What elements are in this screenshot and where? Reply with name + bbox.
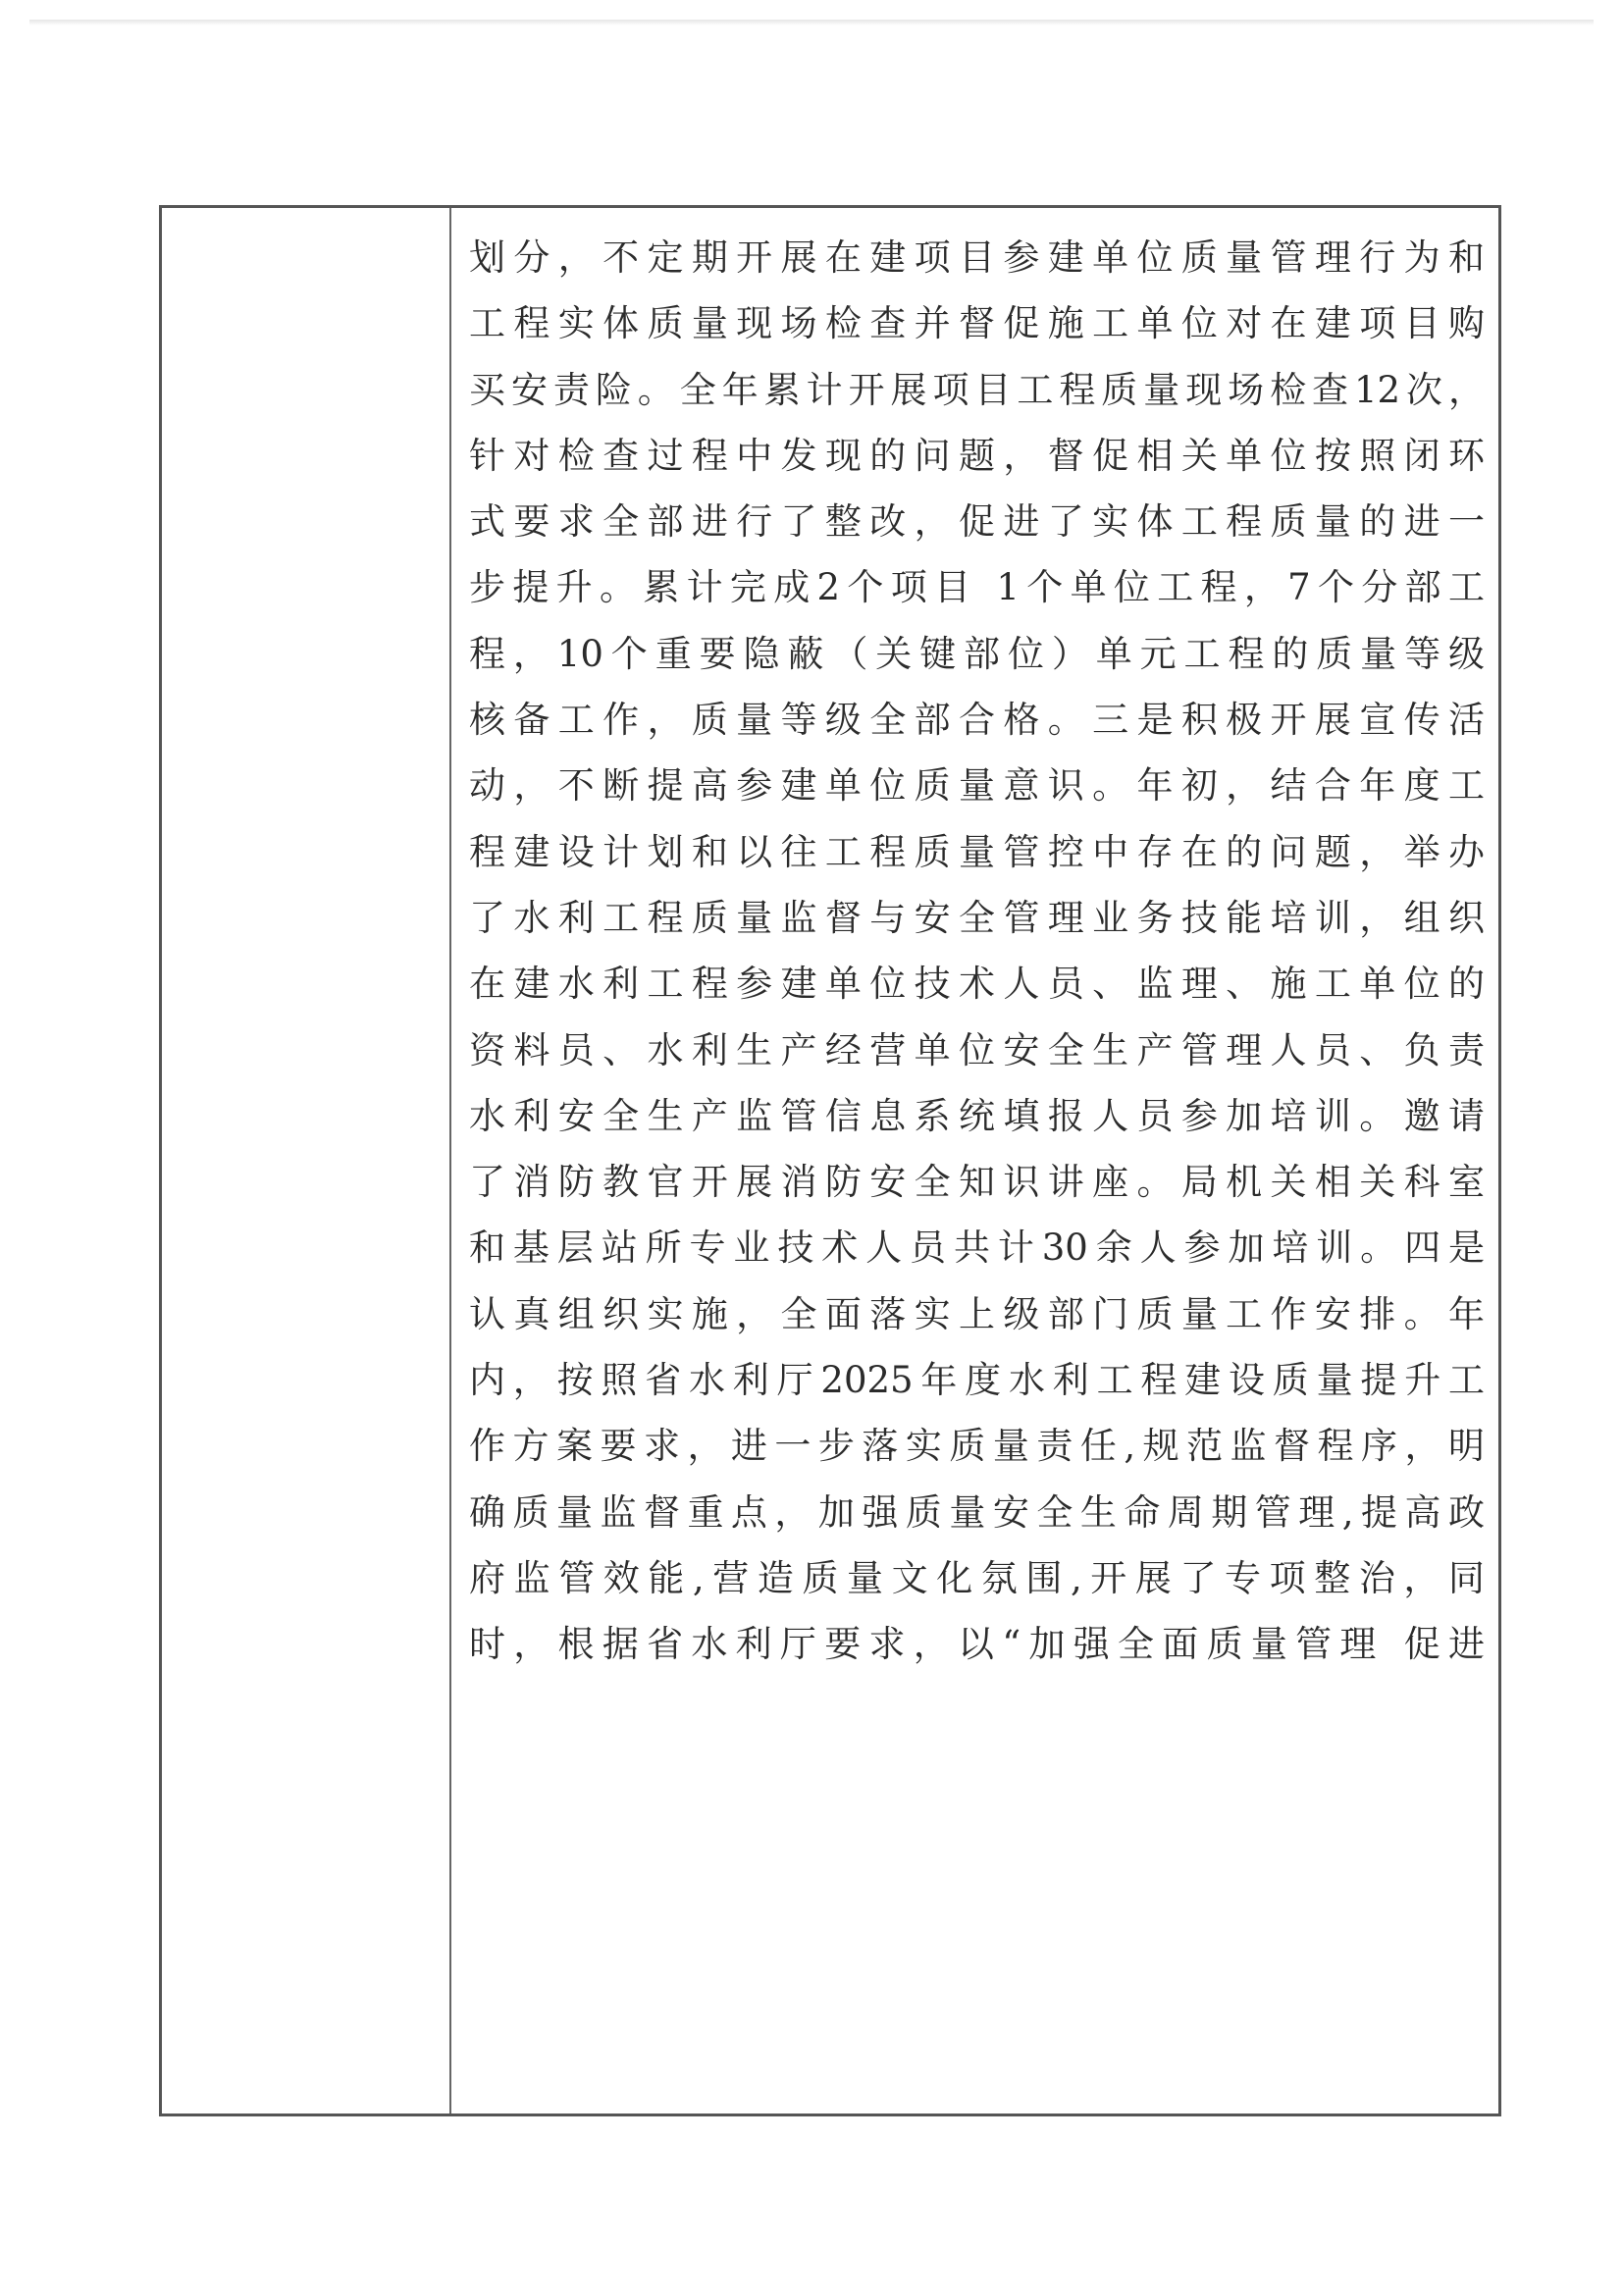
text-line: 划分，不定期开展在建项目参建单位质量管理行为和 — [469, 236, 1485, 279]
text-line: 了消防教官开展消防安全知识讲座。局机关相关科室 — [469, 1161, 1485, 1204]
text-line: 了水利工程质量监督与安全管理业务技能培训，组织 — [469, 896, 1485, 939]
left-label-cell — [162, 208, 451, 2113]
text-line: 程建设计划和以往工程质量管控中存在的问题，举办 — [469, 830, 1485, 873]
scan-top-edge — [29, 20, 1594, 26]
text-line: 步提升。累计完成2个项目 1个单位工程，7个分部工 — [469, 566, 1485, 609]
text-line: 动，不断提高参建单位质量意识。年初，结合年度工 — [469, 764, 1485, 808]
text-line: 认真组织实施，全面落实上级部门质量工作安排。年 — [469, 1292, 1485, 1335]
text-line: 作方案要求，进一步落实质量责任,规范监督程序，明 — [469, 1425, 1485, 1468]
document-table — [159, 205, 1501, 2116]
text-line: 针对检查过程中发现的问题，督促相关单位按照闭环 — [469, 434, 1485, 477]
text-line: 核备工作，质量等级全部合格。三是积极开展宣传活 — [469, 699, 1485, 742]
text-line: 水利安全生产监管信息系统填报人员参加培训。邀请 — [469, 1094, 1485, 1137]
text-line: 确质量监督重点，加强质量安全生命周期管理,提高政 — [469, 1490, 1485, 1534]
text-line: 时，根据省水利厅要求，以“加强全面质量管理 促进 — [469, 1623, 1485, 1666]
text-line: 工程实体质量现场检查并督促施工单位对在建项目购 — [469, 302, 1485, 345]
text-line: 资料员、水利生产经营单位安全生产管理人员、负责 — [469, 1028, 1485, 1071]
text-line: 程，10个重要隐蔽（关键部位）单元工程的质量等级 — [469, 632, 1485, 675]
text-line: 在建水利工程参建单位技术人员、监理、施工单位的 — [469, 963, 1485, 1006]
body-text-cell — [451, 208, 1498, 2113]
text-line: 府监管效能,营造质量文化氛围,开展了专项整治，同 — [469, 1556, 1485, 1599]
text-line: 和基层站所专业技术人员共计30余人参加培训。四是 — [469, 1226, 1485, 1270]
text-line: 买安责险。全年累计开展项目工程质量现场检查12次， — [469, 368, 1485, 411]
text-line: 式要求全部进行了整改，促进了实体工程质量的进一 — [469, 500, 1485, 544]
text-line: 内，按照省水利厅2025年度水利工程建设质量提升工 — [469, 1359, 1485, 1402]
